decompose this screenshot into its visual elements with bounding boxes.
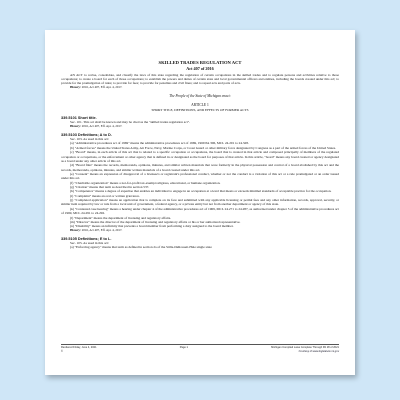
section-paragraph: (k) "Contested case hearing" means a hearing under chapter 4 of the administrative procedures act of 1969, MCL 24.271 to 24.287, as authorized under chapter 5 of the administrative procedures act of 1969, MCL 24.291 to 24.292. xyxy=(61,206,339,216)
section-paragraph: Sec. 101. This act shall be known and may be cited as the "skilled trades regulation act". xyxy=(70,120,190,125)
section-paragraph: (l) "Department" means the department of licensing and regulatory affairs. xyxy=(70,215,171,220)
section-paragraph: (a) "Administrative procedures act of 1969" means the administrative procedures act of 1969, 1969 PA 306, MCL 24.201 to 24.328. xyxy=(70,141,249,146)
sections-container xyxy=(61,116,339,250)
section-history: History: 2016, Act 407, Eff. Apr. 4, 2017. xyxy=(70,228,123,233)
section-paragraph: (h) "Competence" means a degree of expertise that enables an individual to engage in an occupation at a level that meets or exceeds minimal standards of acceptable practice for the occupation. xyxy=(70,189,332,194)
preamble-history: History: 2016, Act 407, Eff. Apr. 4, 2017. xyxy=(70,85,123,90)
article-number: ARTICLE 1 xyxy=(191,103,209,108)
footer-copyright: © xyxy=(61,349,63,353)
section-heading: 339.5101 Short title. xyxy=(61,115,97,120)
section-paragraph: (a) "Enforcing agency" means that term as defined in section 2a of the Stille-DeRossett-Hale single state xyxy=(70,245,212,250)
section-paragraph: (f) "Charitable organization" means a not-for-profit tax-exempt religious, educational, or humane organization. xyxy=(70,180,221,185)
page-footer xyxy=(61,344,339,353)
section-paragraph: (c) "Board" means, in each article of this act that is related to a specific occupation or occupations, the board that is created in that article and composed principally of members of the regulated occupation or occupations, or the enforcement or other agency that is defined in or designated as the board for purposes of that article. In this article, "board" means any board created or agency designated as a board under any other article of this act. xyxy=(61,150,339,163)
section-paragraph: (g) "Citation" means that term as described in section 537. xyxy=(70,185,150,190)
act-subtitle: Act 407 of 2016 xyxy=(186,65,214,71)
section-paragraph: (d) "Board files" means the records, memoranda, opinions, minutes, and similar written materials that were formerly in the physical possession and control of a board abolished by this act and the records, memoranda, opinions, minutes, and similar written materials of a board created under this act. xyxy=(61,163,339,172)
section-heading: 339.5105 Definitions; E to L. xyxy=(61,236,112,241)
section-history: History: 2016, Act 407, Eff. Apr. 4, 2017. xyxy=(70,124,123,129)
section-paragraph: (i) "Complaint" means an oral or written grievance. xyxy=(70,193,140,198)
footer-compiled-note: Michigan Compiled Laws Complete Through PA 18 of 2021 xyxy=(271,346,339,349)
article-title: SHORT TITLE, DEFINITIONS, AND EFFECTS OF FORMER ACTS xyxy=(151,107,249,112)
section-paragraph: (b) "Armed forces" means the United States Army, Air Force, Navy, Marine Corps, or Coast Guard or other military force designated by Congress as a part of the armed forces of the United States. xyxy=(70,145,336,150)
footer-rendered-date: Rendered Friday, June 4, 2021 xyxy=(61,346,97,349)
section-paragraph: (m) "Director" means the director of the department of licensing and regulatory affairs or his or her authorized representative. xyxy=(70,219,241,224)
enacting-clause: The People of the State of Michigan enact: xyxy=(169,94,231,99)
section-heading: 339.5103 Definitions; A to D. xyxy=(61,132,112,137)
act-title: SKILLED TRADES REGULATION ACT xyxy=(158,60,242,65)
document-page xyxy=(45,30,355,375)
section-paragraph: (e) "Consent" means an expression of disapproval of a licensee's or registrant's professional conduct, whether or not the conduct is a violation of this act or a rule promulgated or an order issued under this act. xyxy=(61,171,339,181)
section-paragraph: (j) "Completed application" means an application that is complete on its face and submitted with any applicable licensing or permit fees and any other information, records, approval, security, or similar item required by law or rule from a local unit of government, a federal agency, or a private entity but not from another department or agency of this state. xyxy=(61,198,339,207)
section-paragraph: (n) "Disability" means an infirmity that prevents a board member from performing a duty assigned to the board member. xyxy=(70,224,234,229)
section-paragraph: Sec. 103. As used in this act: xyxy=(70,137,109,142)
footer-page-number: Page 1 xyxy=(179,346,188,349)
section-paragraph: Sec. 105. As used in this act: xyxy=(70,241,109,246)
preamble: AN ACT to revise, consolidate, and classify the laws of this state regarding the regulation of certain occupations in the skilled trades and to regulate persons and activities relative to those occupations; to create a board for each of those occupations; to establish the powers and duties of certain state and local governmental officers and entities, including the boards created under this act; to provide for the promulgation of rules; to provide for fees; to provide for penalties and civil fines; and to repeal acts and parts of acts. xyxy=(61,72,339,86)
footer-courtesy-link[interactable]: Courtesy of www.legislature.mi.gov xyxy=(298,349,339,353)
